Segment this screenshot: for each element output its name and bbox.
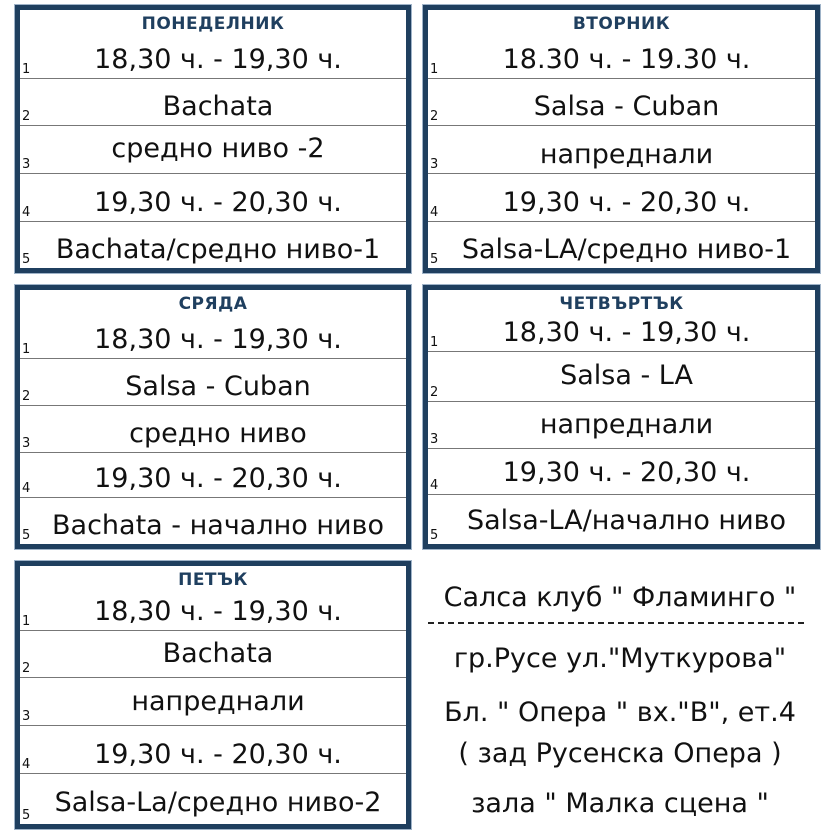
schedule-row xyxy=(20,406,406,453)
row-number: 4 xyxy=(22,205,31,220)
row-text: Salsa-La/средно ниво-2 xyxy=(54,787,382,818)
schedule-row xyxy=(20,631,406,678)
row-text: 18,30 ч. - 19,30 ч. xyxy=(94,44,342,75)
row-text: 19,30 ч. - 20,30 ч. xyxy=(94,187,342,218)
day-card-friday xyxy=(15,561,411,829)
row-number: 5 xyxy=(22,808,31,823)
schedule-row xyxy=(20,774,406,824)
row-number: 1 xyxy=(22,342,31,357)
row-text: напреднали xyxy=(539,139,714,170)
row-text: средно ниво xyxy=(129,418,307,449)
row-text: средно ниво -2 xyxy=(111,133,325,164)
schedule-row xyxy=(20,726,406,774)
row-number: 1 xyxy=(22,62,31,77)
row-text: Salsa - Cuban xyxy=(533,91,720,122)
schedule-row xyxy=(20,222,406,268)
row-text: Bachata - начално ниво xyxy=(52,510,384,541)
row-text: 19,30 ч. - 20,30 ч. xyxy=(94,463,342,494)
row-number: 3 xyxy=(430,432,439,447)
row-number: 4 xyxy=(22,481,31,496)
club-city-street: гр.Русе ул."Муткурова" xyxy=(453,643,787,674)
schedule-row xyxy=(20,126,406,174)
row-text: Bachata xyxy=(162,638,274,669)
row-text: 18,30 ч. - 19,30 ч. xyxy=(502,317,751,348)
schedule-row xyxy=(428,174,815,222)
row-text: 19,30 ч. - 20,30 ч. xyxy=(94,739,342,770)
day-card-wednesday xyxy=(15,285,411,549)
row-number: 5 xyxy=(22,528,31,543)
schedule-row xyxy=(428,79,815,126)
row-number: 3 xyxy=(22,436,31,451)
row-number: 4 xyxy=(22,757,31,772)
schedule-row xyxy=(20,79,406,126)
row-number: 2 xyxy=(22,661,31,676)
row-number: 2 xyxy=(430,109,439,124)
row-text: Salsa - Cuban xyxy=(125,371,311,402)
row-number: 3 xyxy=(430,157,439,172)
schedule-row xyxy=(428,126,815,174)
schedule-row xyxy=(20,678,406,726)
schedule-row xyxy=(20,498,406,544)
row-number: 3 xyxy=(22,157,31,172)
row-number: 2 xyxy=(22,389,31,404)
row-text: 18,30 ч. - 19,30 ч. xyxy=(94,324,342,355)
schedule-row xyxy=(428,402,815,449)
row-number: 1 xyxy=(22,614,31,629)
club-landmark: ( зад Русенска Опера ) xyxy=(458,738,782,769)
schedule-row xyxy=(20,588,406,631)
day-title: ПОНЕДЕЛНИК xyxy=(141,14,285,34)
schedule-row xyxy=(428,32,815,79)
schedule-row xyxy=(428,495,815,544)
club-hall: зала " Малка сцена " xyxy=(471,788,769,819)
row-text: 19,30 ч. - 20,30 ч. xyxy=(502,187,751,218)
row-number: 1 xyxy=(430,62,439,77)
row-text: напреднали xyxy=(539,409,714,440)
schedule-row xyxy=(20,453,406,498)
row-number: 3 xyxy=(22,709,31,724)
schedule-row xyxy=(20,174,406,222)
schedule-row xyxy=(20,312,406,359)
day-card-thursday xyxy=(423,285,820,549)
row-number: 4 xyxy=(430,205,439,220)
row-number: 2 xyxy=(430,385,439,400)
day-title: СРЯДА xyxy=(178,294,248,314)
day-title: ВТОРНИК xyxy=(572,14,671,34)
club-building: Бл. " Опера " вх."В", ет.4 xyxy=(444,697,796,728)
row-number: 5 xyxy=(22,252,31,267)
row-text: Bachata/средно ниво-1 xyxy=(55,234,381,265)
day-title: ПЕТЪК xyxy=(178,570,248,590)
day-card-monday xyxy=(15,5,411,273)
day-card-tuesday xyxy=(423,5,820,273)
row-number: 5 xyxy=(430,528,439,543)
row-number: 2 xyxy=(22,109,31,124)
row-number: 5 xyxy=(430,252,439,267)
dashed-divider xyxy=(428,622,804,624)
row-text: 18,30 ч. - 19,30 ч. xyxy=(94,596,342,627)
schedule-row xyxy=(20,32,406,79)
row-text: Bachata xyxy=(162,91,274,122)
row-text: Salsa-LA/средно ниво-1 xyxy=(461,234,792,265)
row-text: 18.30 ч. - 19.30 ч. xyxy=(502,44,751,75)
day-title: ЧЕТВЪРТЪК xyxy=(559,294,684,314)
schedule-row xyxy=(428,352,815,402)
schedule-row xyxy=(428,222,815,268)
schedule-row xyxy=(428,449,815,495)
row-number: 1 xyxy=(430,335,439,350)
row-number: 4 xyxy=(430,478,439,493)
club-name: Салса клуб " Фламинго " xyxy=(443,582,797,613)
row-text: Salsa - LA xyxy=(560,360,693,391)
row-text: Salsa-LA/начално ниво xyxy=(466,505,787,536)
schedule-row xyxy=(428,312,815,352)
schedule-row xyxy=(20,359,406,406)
row-text: 19,30 ч. - 20,30 ч. xyxy=(502,457,751,488)
row-text: напреднали xyxy=(131,686,305,717)
